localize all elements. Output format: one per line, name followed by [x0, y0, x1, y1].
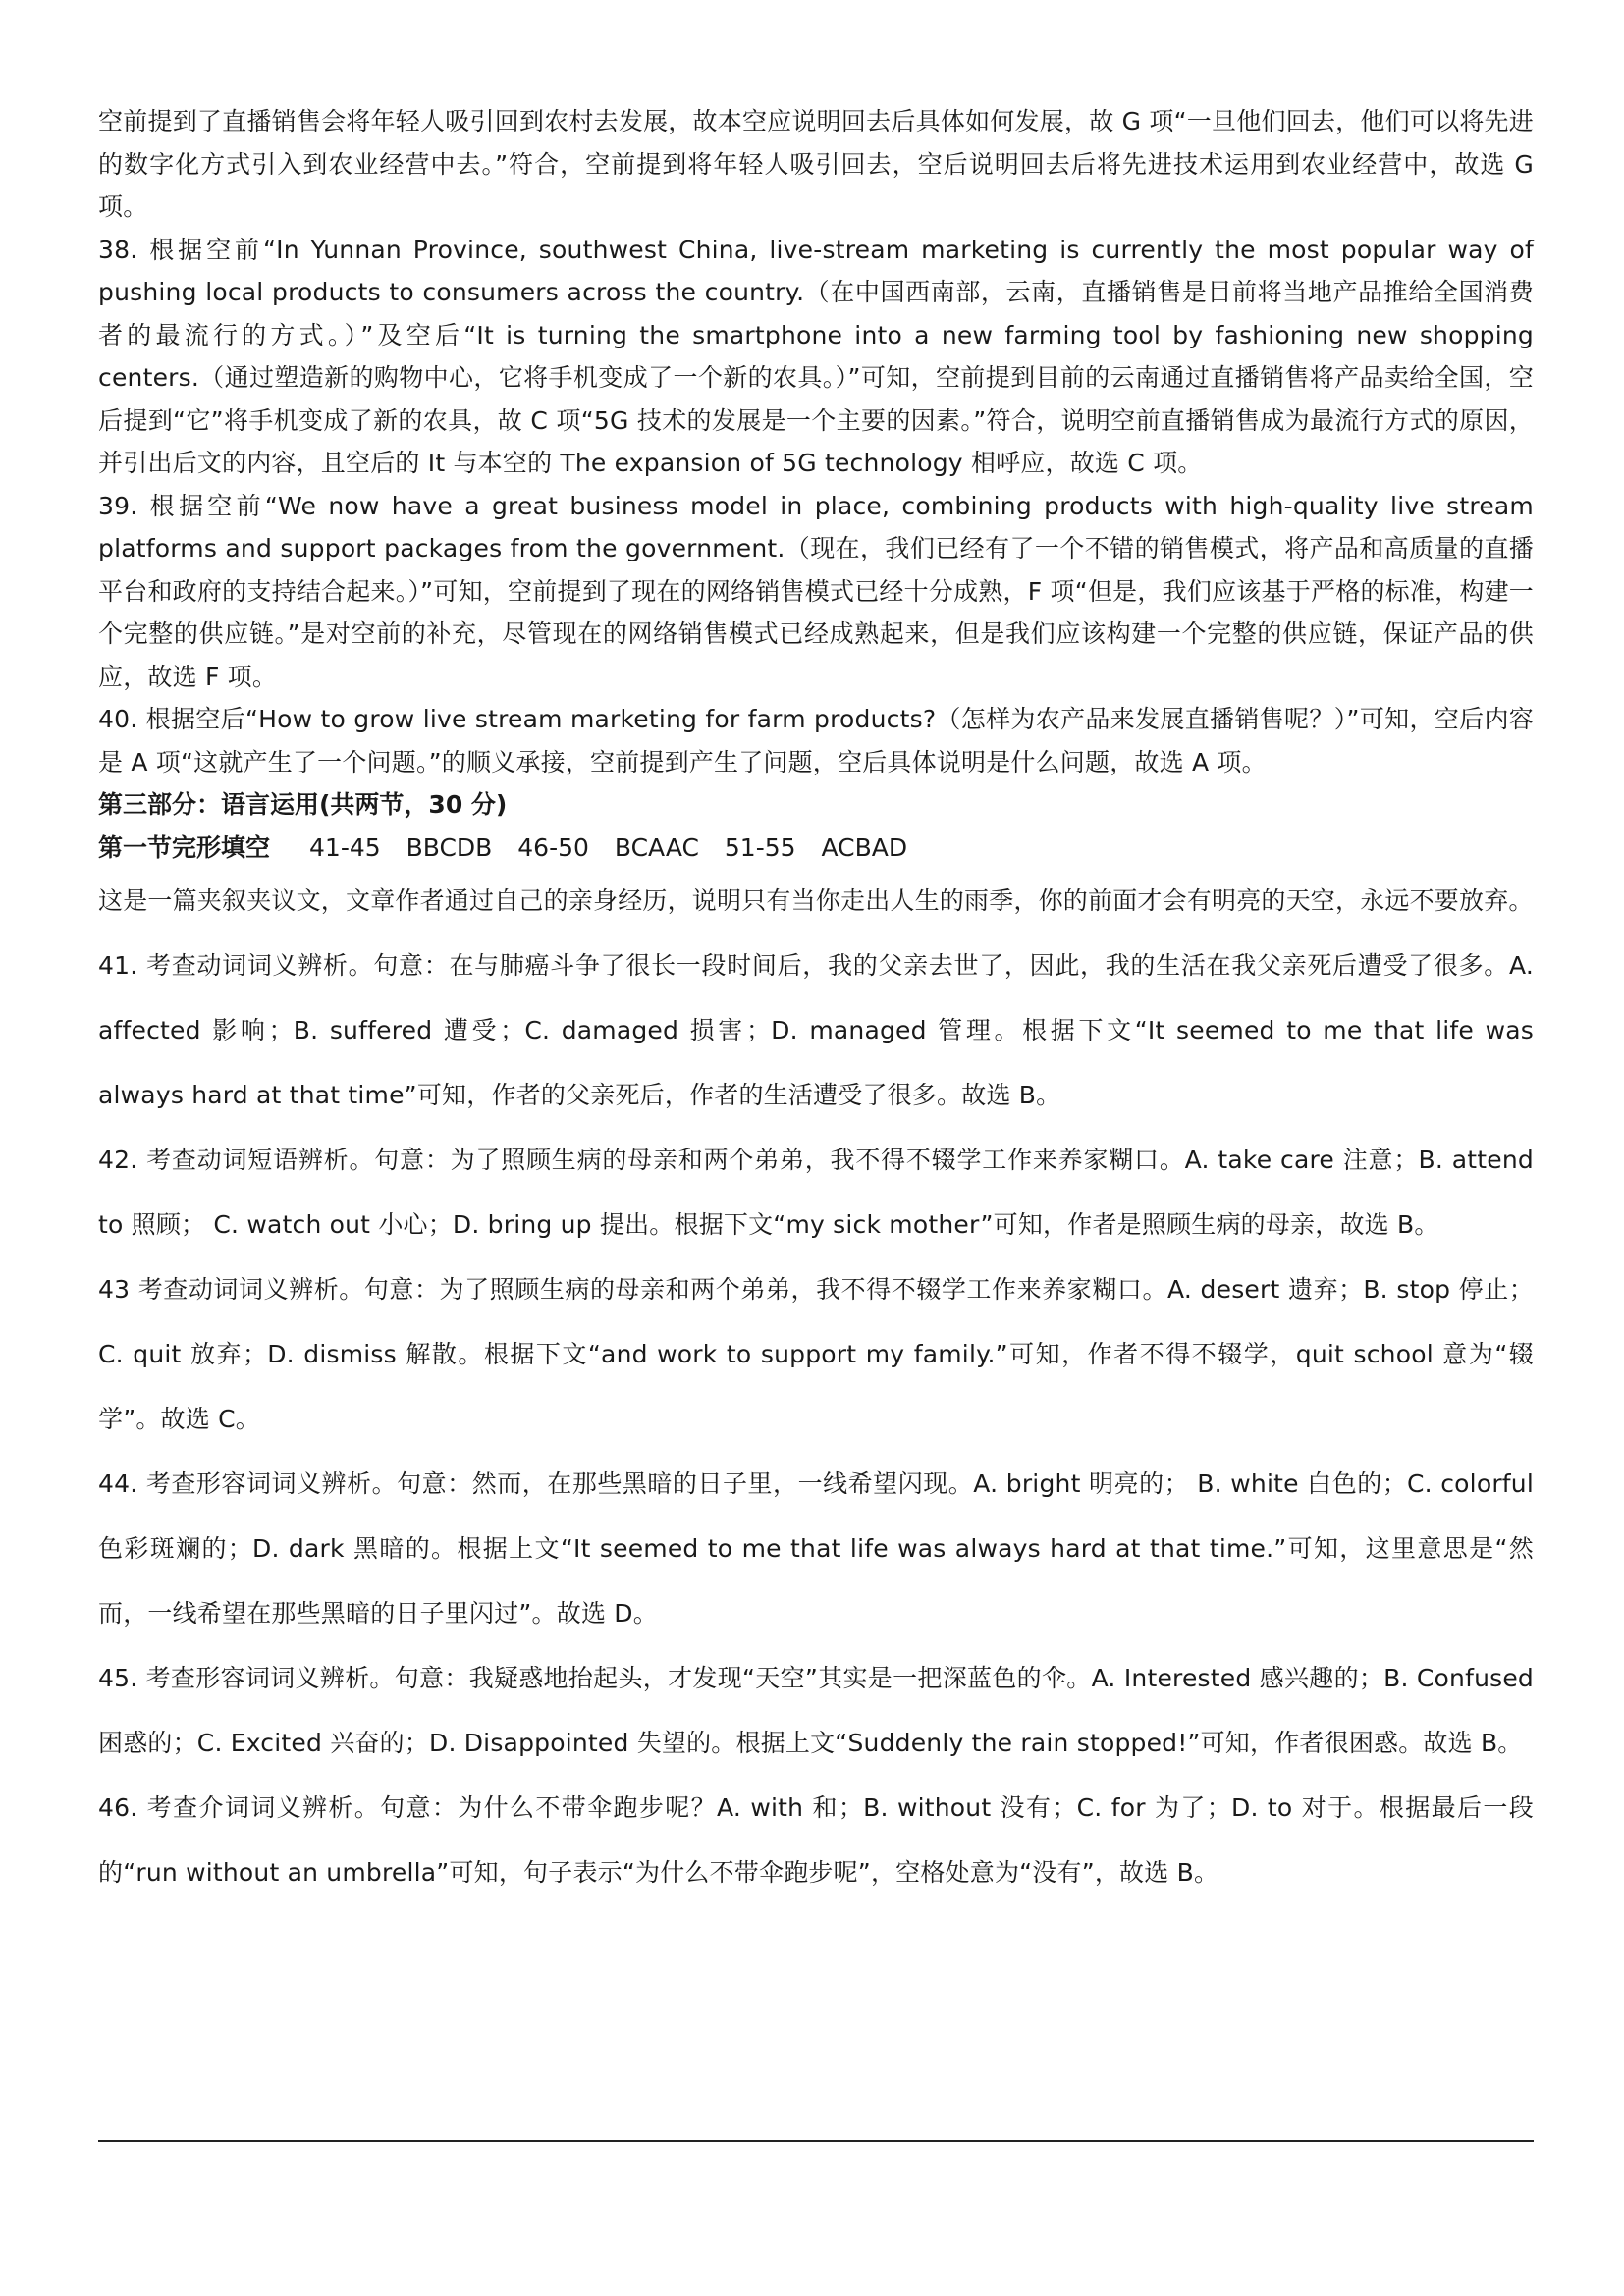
section-one-answer-key: 41-45 BBCDB 46-50 BCAAC 51-55 ACBAD — [309, 832, 908, 862]
paragraph-37-continuation: 空前提到了直播销售会将年轻人吸引回到农村去发展，故本空应说明回去后具体如何发展，故 G 项“一旦他们回去，他们可以将先进的数字化方式引入到农业经营中去。”符合，空前提到将年轻人吸引回去，空后说明回去后将先进技术运用到农业经营中，故选 G 项。 — [98, 107, 1534, 221]
explanation-41: 41. 考查动词词义辨析。句意：在与肺癌斗争了很长一段时间后，我的父亲去世了，因此，我的生活在我父亲死后遭受了很多。A. affected 影响；B. suffered 遭受；C. damaged 损害；D. managed 管理。根据下文“It seemed to me that life was always hard at that time”可知，作者的父亲死后，作者的生活遭受了很多。故选 B。 — [98, 951, 1534, 1109]
explanation-42: 42. 考查动词短语辨析。句意：为了照顾生病的母亲和两个弟弟，我不得不辍学工作来养家糊口。A. take care 注意；B. attend to 照顾； C. watch out 小心；D. bring up 提出。根据下文“my sick mother”可知，作者是照顾生病的母亲，故选 B。 — [98, 1146, 1534, 1239]
footer-divider — [98, 2140, 1534, 2142]
document-page — [98, 100, 1534, 2181]
section-one-heading — [98, 827, 1534, 870]
part-three-heading: 第三部分：语言运用(共两节，30 分) — [98, 790, 508, 819]
passage-summary: 这是一篇夹叙夹议文，文章作者通过自己的亲身经历，说明只有当你走出人生的雨季，你的前面才会有明亮的天空，永远不要放弃。 — [98, 886, 1534, 915]
paragraph-question-39: 39. 根据空前“We now have a great business model in place, combining products with high-quality live stream platforms and support packages from the government.（现在，我们已经有了一个不错的销售模式，将产品和高质量的直播平台和政府的支持结合起来。）”可知，空前提到了现在的网络销售模式已经十分成熟，F 项“但是，我们应该基于严格的标准，构建一个完整的供应链。”是对空前的补充，尽管现在的网络销售模式已经成熟起来，但是我们应该构建一个完整的供应链，保证产品的供应，故选 F 项。 — [98, 491, 1534, 691]
paragraph-question-40: 40. 根据空后“How to grow live stream marketing for farm products?（怎样为农产品来发展直播销售呢？）”可知，空后内容是 A 项“这就产生了一个问题。”的顺义承接，空前提到产生了问题，空后具体说明是什么问题，故选 A 项。 — [98, 705, 1534, 776]
explanation-45: 45. 考查形容词词义辨析。句意：我疑惑地抬起头，才发现“天空”其实是一把深蓝色的伞。A. Interested 感兴趣的；B. Confused 困惑的；C. Excited 兴奋的；D. Disappointed 失望的。根据上文“Suddenly the rain stopped!”可知，作者很困惑。故选 B。 — [98, 1664, 1534, 1757]
explanation-44: 44. 考查形容词词义辨析。句意：然而，在那些黑暗的日子里，一线希望闪现。A. bright 明亮的； B. white 白色的；C. colorful 色彩斑斓的；D. dark 黑暗的。根据上文“It seemed to me that life was always hard at that time.”可知，这里意思是“然而，一线希望在那些黑暗的日子里闪过”。故选 D。 — [98, 1469, 1534, 1628]
paragraph-question-38: 38. 根据空前“In Yunnan Province, southwest China, live-stream marketing is currently the most popular way of pushing local products to consumers across the country.（在中国西南部，云南，直播销售是目前将当地产品推给全国消费者的最流行的方式。）”及空后“It is turning the smartphone into a new farming tool by fashioning new shopping centers.（通过塑造新的购物中心，它将手机变成了一个新的农具。）”可知，空前提到目前的云南通过直播销售将产品卖给全国，空后提到“它”将手机变成了新的农具，故 C 项“5G 技术的发展是一个主要的因素。”符合，说明空前直播销售成为最流行方式的原因，并引出后文的内容，且空后的 It 与本空的 The expansion of 5G technology 相呼应，故选 C 项。 — [98, 235, 1534, 477]
explanation-43: 43 考查动词词义辨析。句意：为了照顾生病的母亲和两个弟弟，我不得不辍学工作来养家糊口。A. desert 遗弃；B. stop 停止；C. quit 放弃；D. dismiss 解散。根据下文“and work to support my family.”可知，作者不得不辍学，quit school 意为“辍学”。故选 C。 — [98, 1275, 1534, 1433]
explanation-46: 46. 考查介词词义辨析。句意：为什么不带伞跑步呢？A. with 和；B. without 没有；C. for 为了；D. to 对于。根据最后一段的“run without an umbrella”可知，句子表示“为什么不带伞跑步呢”，空格处意为“没有”，故选 B。 — [98, 1793, 1534, 1887]
section-one-title: 第一节完形填空 — [98, 832, 271, 862]
